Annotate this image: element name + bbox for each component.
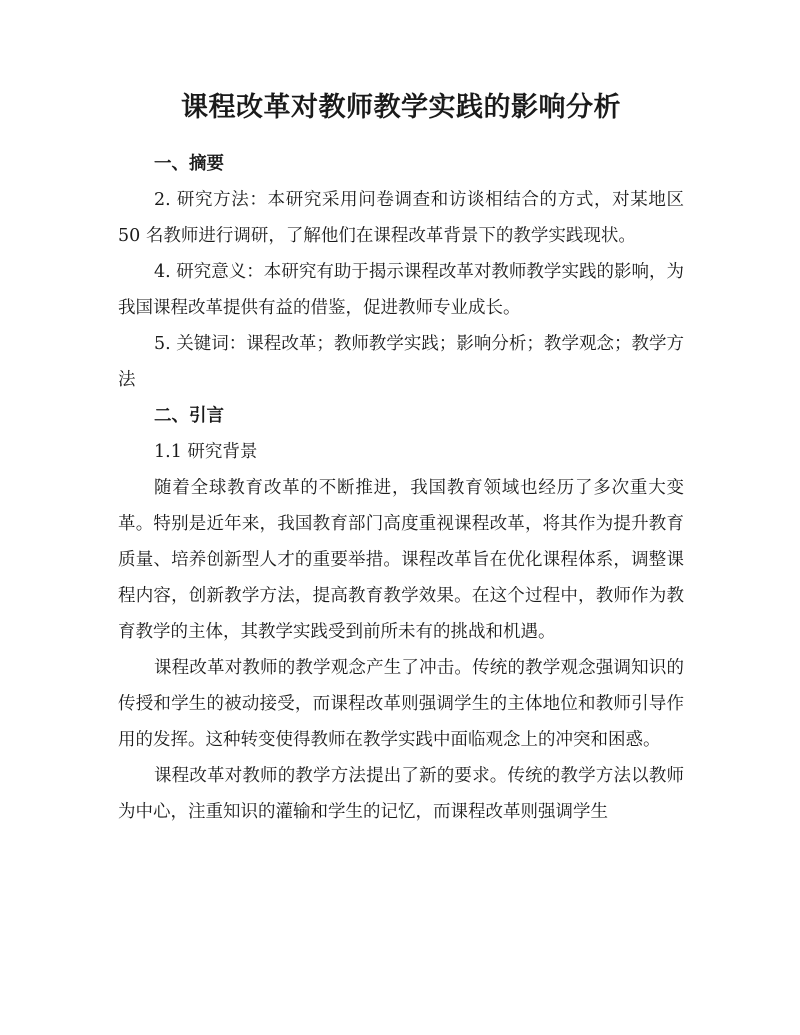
section-heading-introduction: 二、引言: [154, 406, 224, 426]
intro-paragraph-1: 随着全球教育改革的不断推进，我国教育领域也经历了多次重大变革。特别是近年来，我国教育部门高度重视课程改革，将其作为提升教育质量、培养创新型人才的重要举措。课程改革旨在优化课程体系，调整课程内容，创新教学方法，提高教育教学效果。在这个过程中，教师作为教育教学的主体，其教学实践受到前所未有的挑战和机遇。: [118, 478, 684, 642]
abstract-item-significance: 4. 研究意义：本研究有助于揭示课程改革对教师教学实践的影响，为我国课程改革提供有益的借鉴，促进教师专业成长。: [118, 262, 684, 318]
abstract-item-method: 2. 研究方法：本研究采用问卷调查和访谈相结合的方式，对某地区 50 名教师进行调研，了解他们在课程改革背景下的教学实践现状。: [118, 190, 684, 246]
abstract-item-keywords: 5. 关键词：课程改革；教师教学实践；影响分析；教学观念；教学方法: [118, 334, 684, 390]
document-title: 课程改革对教师教学实践的影响分析: [181, 92, 621, 123]
subsection-heading-background: 1.1 研究背景: [154, 442, 258, 462]
document-page: [118, 88, 684, 830]
intro-paragraph-2: 课程改革对教师的教学观念产生了冲击。传统的教学观念强调知识的传授和学生的被动接受，而课程改革则强调学生的主体地位和教师引导作用的发挥。这种转变使得教师在教学实践中面临观念上的冲突和困惑。: [118, 658, 684, 750]
section-heading-abstract: 一、摘要: [154, 154, 224, 174]
intro-paragraph-3: 课程改革对教师的教学方法提出了新的要求。传统的教学方法以教师为中心，注重知识的灌输和学生的记忆，而课程改革则强调学生: [118, 766, 684, 822]
